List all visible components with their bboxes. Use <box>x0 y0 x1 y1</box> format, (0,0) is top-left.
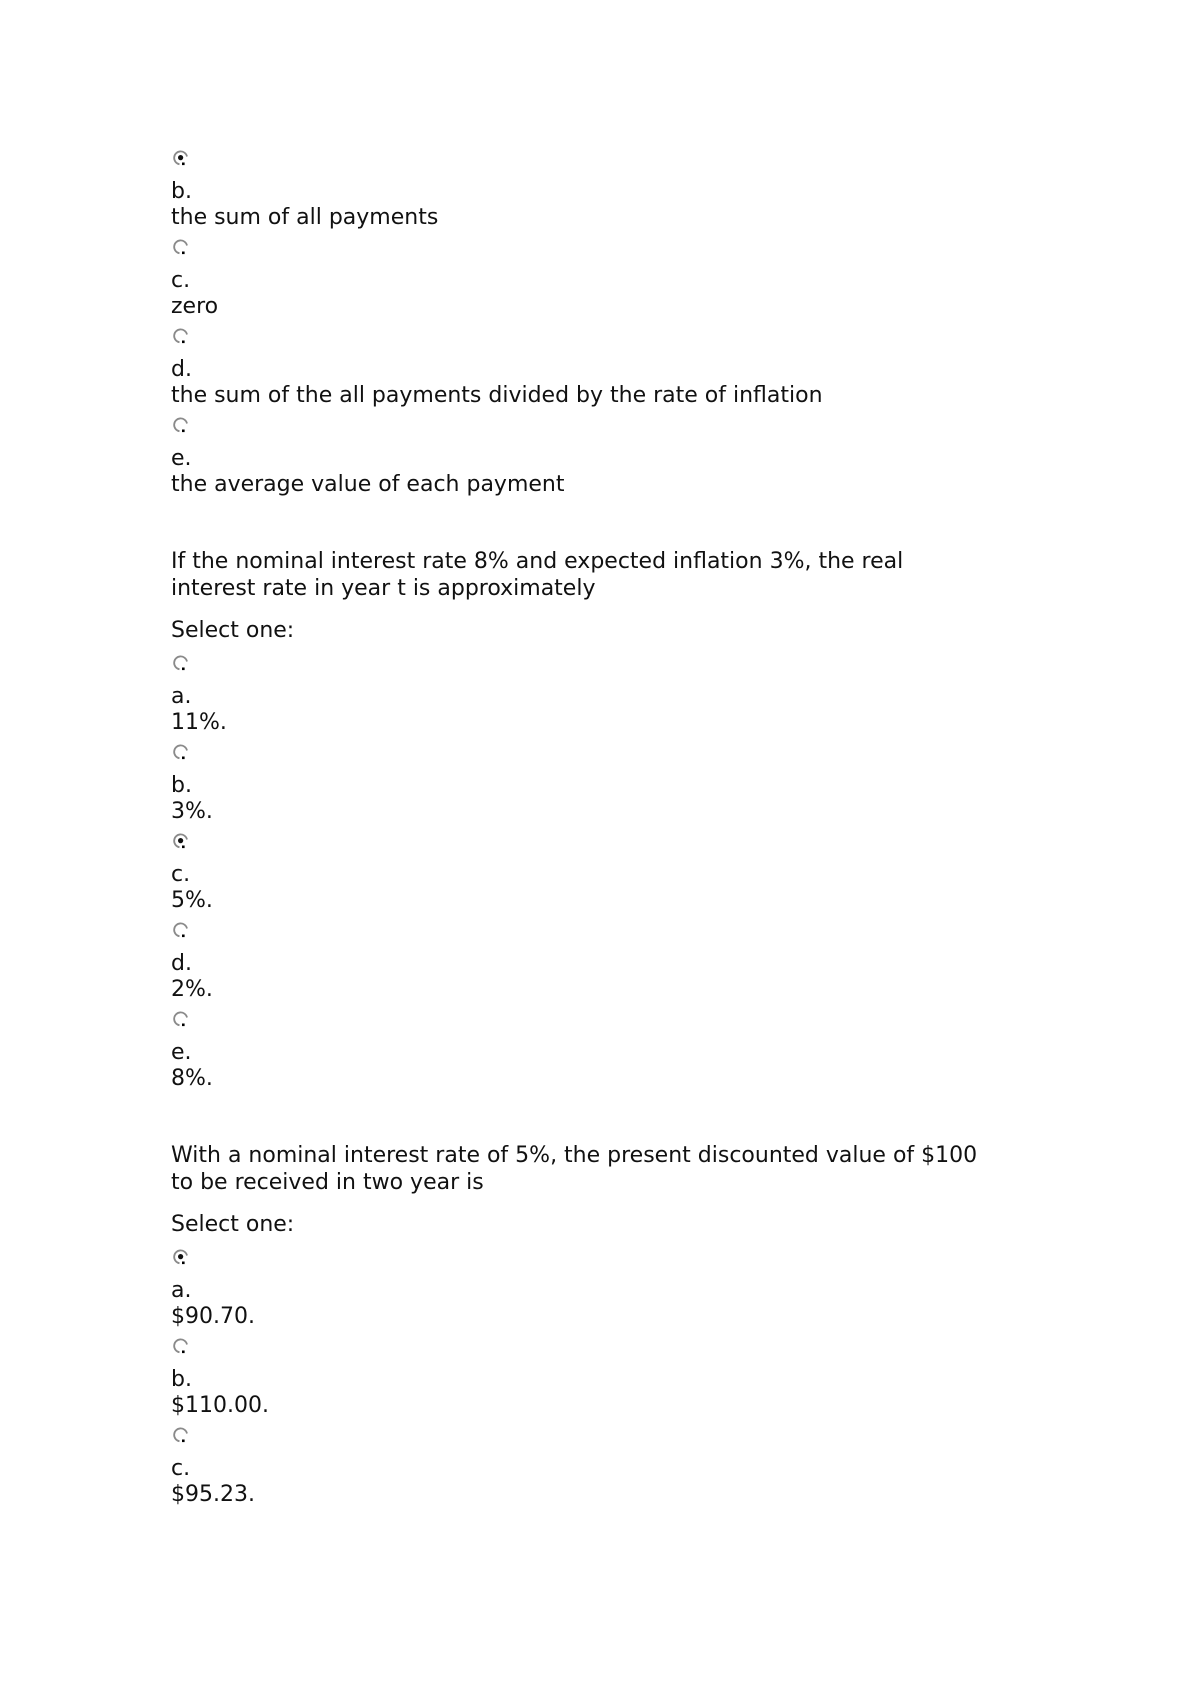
option-letter: e. <box>171 446 192 471</box>
option-text: 2%. <box>171 977 213 1002</box>
radio-selected-dot <box>178 1254 183 1259</box>
option-text: $95.23. <box>171 1482 255 1507</box>
radio-selected-dot <box>178 155 183 160</box>
radio-button-q3-c[interactable] <box>172 1426 190 1444</box>
option-text: zero <box>171 294 219 319</box>
select-one-prompt: Select one: <box>171 1212 295 1237</box>
option-text: 11%. <box>171 710 227 735</box>
option-text: 8%. <box>171 1066 213 1091</box>
radio-button-q1-c[interactable] <box>172 238 190 256</box>
radio-button-q3-b[interactable] <box>172 1337 190 1355</box>
option-text: $90.70. <box>171 1304 255 1329</box>
option-letter: b. <box>171 179 192 204</box>
option-letter: b. <box>171 1367 192 1392</box>
question-text: interest rate in year t is approximately <box>171 576 596 601</box>
radio-button-q1-b[interactable] <box>172 149 190 167</box>
option-letter: d. <box>171 951 192 976</box>
radio-button-q2-d[interactable] <box>172 921 190 939</box>
question-text: If the nominal interest rate 8% and expected inflation 3%, the real <box>171 549 904 574</box>
option-text: the sum of all payments <box>171 205 439 230</box>
radio-selected-dot <box>178 838 183 843</box>
option-text: the average value of each payment <box>171 472 565 497</box>
option-letter: a. <box>171 1278 192 1303</box>
option-letter: a. <box>171 684 192 709</box>
radio-button-q2-c[interactable] <box>172 832 190 850</box>
radio-button-q1-e[interactable] <box>172 416 190 434</box>
radio-button-q2-a[interactable] <box>172 654 190 672</box>
radio-button-q2-b[interactable] <box>172 743 190 761</box>
option-text: the sum of the all payments divided by the rate of inflation <box>171 383 823 408</box>
option-letter: b. <box>171 773 192 798</box>
question-text: to be received in two year is <box>171 1170 484 1195</box>
option-text: 5%. <box>171 888 213 913</box>
option-text: $110.00. <box>171 1393 269 1418</box>
radio-button-q1-d[interactable] <box>172 327 190 345</box>
select-one-prompt: Select one: <box>171 618 295 643</box>
option-letter: c. <box>171 1456 191 1481</box>
option-letter: e. <box>171 1040 192 1065</box>
option-text: 3%. <box>171 799 213 824</box>
question-text: With a nominal interest rate of 5%, the present discounted value of $100 <box>171 1143 978 1168</box>
option-letter: d. <box>171 357 192 382</box>
radio-button-q2-e[interactable] <box>172 1010 190 1028</box>
option-letter: c. <box>171 862 191 887</box>
option-letter: c. <box>171 268 191 293</box>
radio-button-q3-a[interactable] <box>172 1248 190 1266</box>
